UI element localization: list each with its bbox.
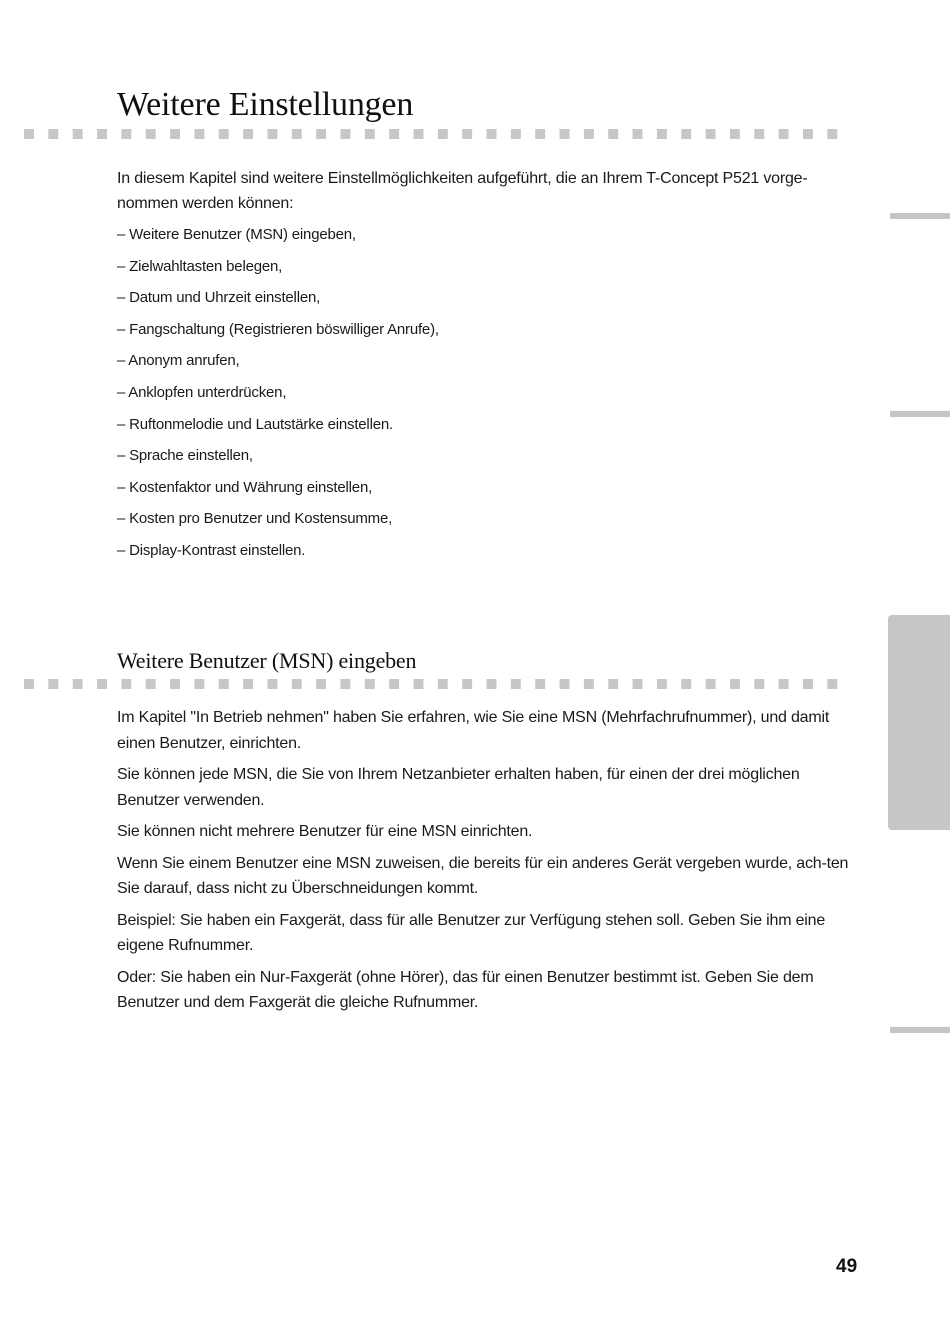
list-item: – Anonym anrufen, <box>117 352 240 370</box>
paragraph: Beispiel: Sie haben ein Faxgerät, dass für alle Benutzer zur Verfügung stehen soll. Geben Sie ihm eine eigene Rufnummer. <box>117 911 826 954</box>
chapter-title: Weitere Einstellungen <box>117 86 414 123</box>
paragraph: Sie können jede MSN, die Sie von Ihrem Netzanbieter erhalten haben, für einen der drei möglichen Benutzer verwenden. <box>117 766 800 809</box>
list-item: – Sprache einstellen, <box>117 447 253 465</box>
paragraph: Sie können nicht mehrere Benutzer für eine MSN einrichten. <box>117 823 533 840</box>
list-item: – Anklopfen unterdrücken, <box>117 383 287 401</box>
chapter-tab-marker <box>890 411 950 417</box>
list-item: – Kosten pro Benutzer und Kostensumme, <box>117 510 393 528</box>
chapter-tab-active <box>888 615 950 830</box>
chapter-tab-marker <box>890 213 950 219</box>
page-number: 49 <box>836 1256 858 1277</box>
list-item: – Kostenfaktor und Währung einstellen, <box>117 478 373 496</box>
chapter-tab-marker <box>890 1027 950 1033</box>
dotted-divider <box>24 679 844 689</box>
list-item: – Zielwahltasten belegen, <box>117 257 283 275</box>
paragraph: Im Kapitel "In Betrieb nehmen" haben Sie erfahren, wie Sie eine MSN (Mehrfachrufnummer), und damit einen Benutzer, einrichten. <box>117 709 830 752</box>
list-item: – Fangschaltung (Registrieren böswilliger Anrufe), <box>117 320 439 338</box>
list-item: – Weitere Benutzer (MSN) eingeben, <box>117 226 356 243</box>
list-item: – Display-Kontrast einstellen. <box>117 541 306 559</box>
section-title: Weitere Benutzer (MSN) eingeben <box>117 648 417 673</box>
section-body <box>117 705 862 1022</box>
intro-paragraph: In diesem Kapitel sind weitere Einstellmöglichkeiten aufgeführt, die an Ihrem T-Concept P521 vorge-nommen werden können: <box>117 170 808 212</box>
list-item: – Datum und Uhrzeit einstellen, <box>117 289 321 307</box>
settings-list <box>117 221 439 569</box>
paragraph: Oder: Sie haben ein Nur-Faxgerät (ohne Hörer), das für einen Benutzer bestimmt ist. Geben Sie dem Benutzer und dem Faxgerät die gleiche Rufnummer. <box>117 968 814 1011</box>
list-item: – Ruftonmelodie und Lautstärke einstellen. <box>117 415 393 433</box>
dotted-divider <box>24 129 844 139</box>
paragraph: Wenn Sie einem Benutzer eine MSN zuweisen, die bereits für ein anderes Gerät vergeben wurde, ach-ten Sie darauf, dass nicht zu Überschneidungen kommt. <box>117 854 849 897</box>
